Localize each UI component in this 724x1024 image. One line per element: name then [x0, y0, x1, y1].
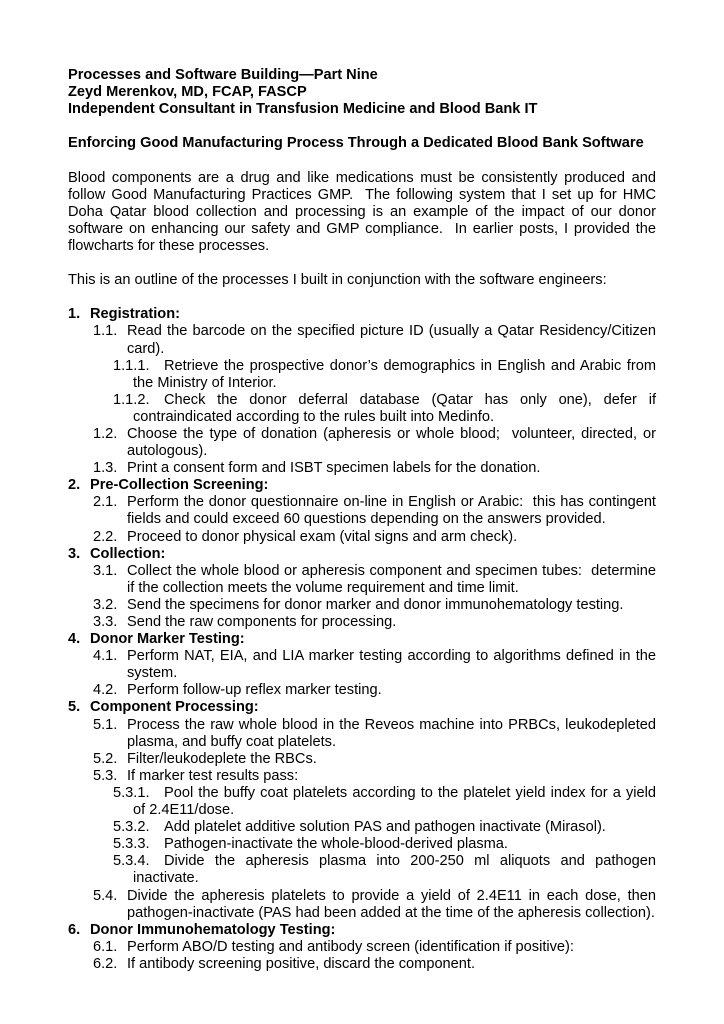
outline-item: [68, 751, 656, 768]
item-number: 1.2.: [93, 425, 118, 442]
spacer: [68, 289, 656, 306]
outline-item: [68, 426, 656, 460]
item-number: 1.1.: [93, 323, 118, 340]
title-block: [68, 67, 656, 118]
outline-item: [68, 392, 656, 426]
item-number: 1.3.: [93, 460, 118, 477]
item-number: 1.1.2.: [113, 391, 150, 408]
process-outline: [68, 306, 656, 973]
spacer: [68, 255, 656, 272]
author-line: Zeyd Merenkov, MD, FCAP, FASCP: [68, 84, 307, 101]
item-text: Proceed to donor physical exam (vital signs and arm check).: [127, 528, 518, 545]
item-number: 2.1.: [93, 494, 118, 511]
outline-item: [68, 631, 656, 648]
item-text: If antibody screening positive, discard the component.: [127, 955, 476, 972]
item-text: Retrieve the prospective donor’s demographics in English and Arabic from the Ministry of Interior.: [133, 357, 656, 391]
item-number: 6.2.: [93, 955, 118, 972]
item-text: Send the raw components for processing.: [127, 614, 397, 630]
item-text: Filter/leukodeplete the RBCs.: [127, 750, 317, 767]
item-text: Registration:: [90, 306, 180, 323]
outline-item: [68, 477, 656, 494]
outline-item: [68, 323, 656, 357]
item-number: 6.: [68, 921, 81, 938]
item-number: 1.1.1.: [113, 357, 150, 374]
section-heading: Enforcing Good Manufacturing Process Through a Dedicated Blood Bank Software: [68, 135, 644, 152]
item-number: 5.4.: [93, 887, 118, 904]
item-text: Collection:: [90, 545, 166, 562]
item-text: Choose the type of donation (apheresis or whole blood; volunteer, directed, or autologous).: [127, 425, 656, 460]
item-text: Process the raw whole blood in the Reveos machine into PRBCs, leukodepleted plasma, and buffy coat platelets.: [127, 716, 656, 750]
outline-item: [68, 597, 656, 614]
outline-item: [68, 956, 656, 973]
item-number: 1.: [68, 306, 81, 323]
item-text: Divide the apheresis plasma into 200-250 ml aliquots and pathogen inactivate.: [133, 853, 656, 887]
item-number: 5.3.4.: [113, 853, 150, 870]
item-text: Pathogen-inactivate the whole-blood-derived plasma.: [164, 836, 508, 853]
item-number: 4.1.: [93, 648, 118, 665]
item-text: If marker test results pass:: [127, 767, 299, 784]
item-number: 2.2.: [93, 528, 118, 545]
item-text: Perform NAT, EIA, and LIA marker testing according to algorithms defined in the system.: [127, 648, 656, 682]
outline-item: [68, 460, 656, 477]
outline-item: [68, 819, 656, 836]
outline-item: [68, 717, 656, 751]
item-number: 5.: [68, 699, 81, 716]
spacer: [68, 152, 656, 169]
outline-item: [68, 939, 656, 956]
item-number: 3.: [68, 545, 81, 562]
item-text: Pool the buffy coat platelets according to the platelet yield index for a yield of 2.4E11/dose.: [133, 784, 656, 819]
item-number: 5.1.: [93, 716, 118, 733]
item-text: Send the specimens for donor marker and donor immunohematology testing.: [127, 596, 624, 613]
item-text: Collect the whole blood or apheresis component and specimen tubes: determine if the collection meets the volume requirement and time limit.: [127, 562, 656, 596]
outline-item: [68, 699, 656, 716]
item-text: Perform ABO/D testing and antibody screen (identification if positive):: [127, 938, 574, 955]
spacer: [68, 118, 656, 135]
item-text: Print a consent form and ISBT specimen labels for the donation.: [127, 460, 541, 477]
item-number: 6.1.: [93, 938, 118, 955]
outline-item: [68, 358, 656, 392]
outline-item: [68, 785, 656, 819]
outline-item: [68, 529, 656, 546]
outline-item: [68, 546, 656, 563]
item-number: 3.1.: [93, 562, 118, 579]
item-number: 5.3.3.: [113, 836, 150, 853]
item-number: 5.3.1.: [113, 784, 150, 801]
outline-item: [68, 836, 656, 853]
item-text: Perform the donor questionnaire on-line in English or Arabic: this has contingent fields and could exceed 60 questions depending on the answers provided.: [127, 494, 656, 528]
item-number: 4.: [68, 631, 81, 648]
item-text: Divide the apheresis platelets to provide a yield of 2.4E11 in each dose, then pathogen-inactivate (PAS had been added at the time of the apheresis collection).: [127, 887, 656, 921]
item-text: Add platelet additive solution PAS and pathogen inactivate (Mirasol).: [164, 819, 606, 836]
intro-paragraph: Blood components are a drug and like medications must be consistently produced and follow Good Manufacturing Practices GMP. The following system that I set up for HMC Doha Qatar blood collection and processing is an example of the impact of our donor software on enhancing our safety and GMP compliance. In earlier posts, I provided the flowcharts for these processes.: [68, 169, 656, 254]
outline-item: [68, 494, 656, 528]
item-text: Read the barcode on the specified picture ID (usually a Qatar Residency/Citizen card).: [127, 323, 656, 357]
item-number: 5.3.2.: [113, 819, 150, 836]
outline-item: [68, 853, 656, 887]
item-number: 2.: [68, 477, 81, 494]
item-text: Check the donor deferral database (Qatar has only one), defer if contraindicated according to the rules built into Medinfo.: [133, 391, 656, 425]
outline-lead: This is an outline of the processes I built in conjunction with the software engineers:: [68, 272, 607, 289]
affiliation-line: Independent Consultant in Transfusion Medicine and Blood Bank IT: [68, 101, 538, 118]
outline-item: [68, 768, 656, 785]
item-number: 5.2.: [93, 750, 118, 767]
item-number: 3.3.: [93, 614, 118, 630]
outline-item: [68, 888, 656, 922]
item-text: Perform follow-up reflex marker testing.: [127, 682, 382, 699]
item-number: 5.3.: [93, 767, 118, 784]
outline-item: [68, 614, 656, 631]
outline-item: [68, 682, 656, 699]
outline-item: [68, 563, 656, 597]
item-text: Component Processing:: [90, 699, 259, 716]
outline-item: [68, 648, 656, 682]
page-title: Processes and Software Building—Part Nine: [68, 67, 378, 83]
item-text: Pre-Collection Screening:: [90, 477, 269, 494]
item-number: 3.2.: [93, 596, 118, 613]
outline-item: [68, 306, 656, 323]
outline-item: [68, 922, 656, 939]
item-number: 4.2.: [93, 682, 118, 699]
item-text: Donor Immunohematology Testing:: [90, 921, 336, 938]
item-text: Donor Marker Testing:: [90, 631, 245, 648]
